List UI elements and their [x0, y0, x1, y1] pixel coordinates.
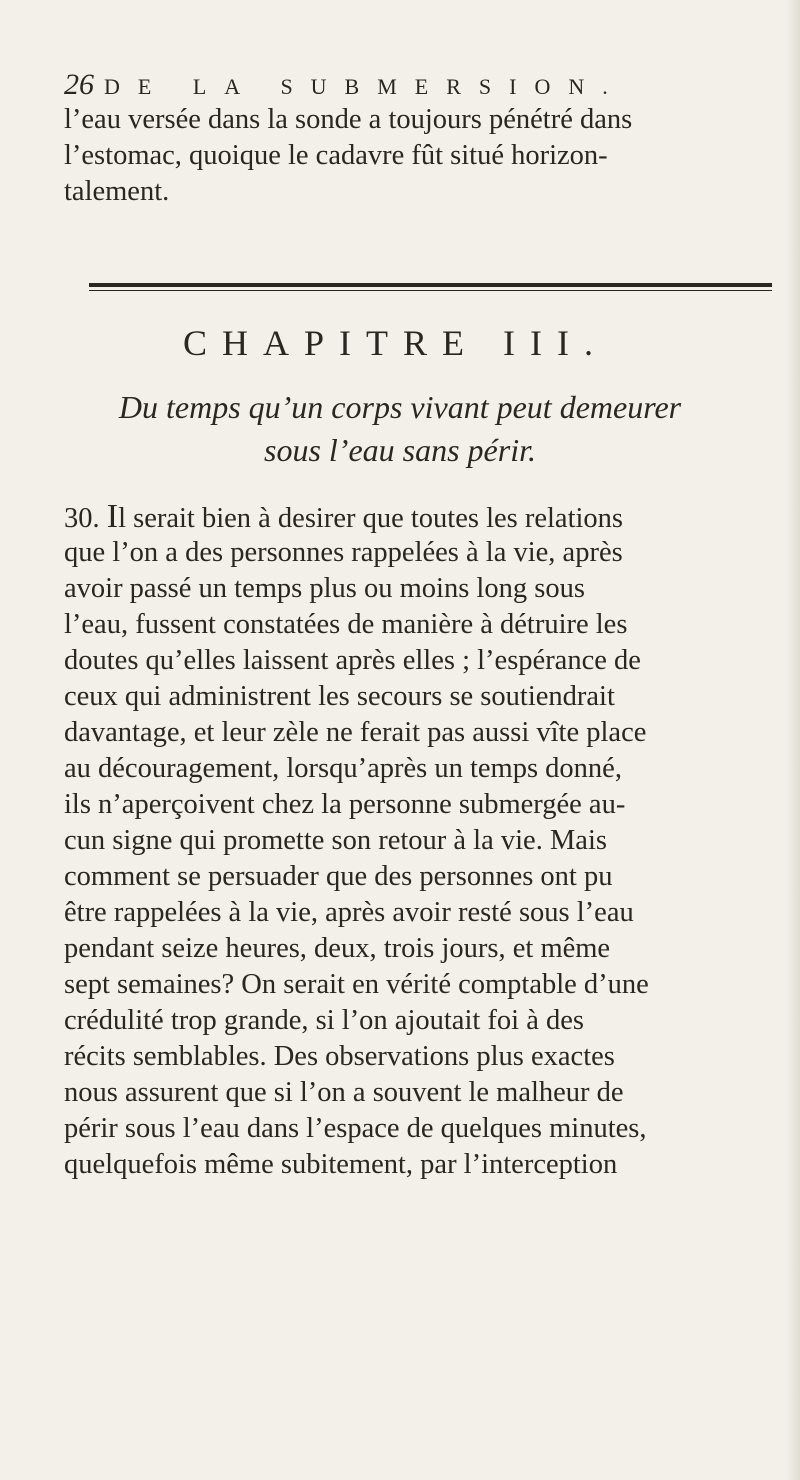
- text-line: davantage, et leur zèle ne ferait pas aussi vîte place: [64, 717, 647, 748]
- paragraph-number: 30.: [64, 503, 100, 534]
- first-line-text: l serait bien à desirer que toutes les relations: [118, 503, 623, 534]
- text-line: comment se persuader que des personnes ont pu: [64, 861, 613, 892]
- text-line: ils n’aperçoivent chez la personne submergée au-: [64, 789, 626, 820]
- text-line: récits semblables. Des observations plus exactes: [64, 1041, 615, 1072]
- running-head-title: DE LA SUBMERSION.: [104, 74, 626, 99]
- chapter-subtitle-line-2: sous l’eau sans périr.: [263, 432, 536, 468]
- text-line: avoir passé un temps plus ou moins long sous: [64, 573, 585, 604]
- text-line: que l’on a des personnes rappelées à la vie, après: [64, 537, 623, 568]
- text-line: crédulité trop grande, si l’on ajoutait foi à des: [64, 1005, 584, 1036]
- text-line: cun signe qui promette son retour à la vie. Mais: [64, 825, 607, 856]
- text-line: l’estomac, quoique le cadavre fût situé horizon-: [64, 140, 608, 171]
- text-line: sept semaines? On serait en vérité comptable d’une: [64, 969, 649, 1000]
- top-paragraph: [64, 102, 784, 210]
- text-line: quelquefois même subitement, par l’interception: [64, 1149, 618, 1180]
- text-line: talement.: [64, 176, 170, 207]
- chapter-divider: [89, 283, 772, 291]
- main-paragraph: [64, 499, 784, 1183]
- page-number: 26: [64, 68, 94, 101]
- chapter-heading: CHAPITRE III.: [183, 323, 608, 363]
- text-line: l’eau, fussent constatées de manière à détruire les: [64, 609, 628, 640]
- divider-thick-rule: [89, 283, 772, 287]
- chapter-subtitle-line-1: Du temps qu’un corps vivant peut demeurer: [118, 389, 682, 425]
- text-line: doutes qu’elles laissent après elles ; l’espérance de: [64, 645, 641, 676]
- text-line: au découragement, lorsqu’après un temps donné,: [64, 753, 622, 784]
- text-line: ceux qui administrent les secours se soutiendrait: [64, 681, 615, 712]
- drop-cap: I: [106, 498, 119, 535]
- page-edge-shadow: [786, 0, 800, 1480]
- first-line: [64, 499, 784, 535]
- text-line: l’eau versée dans la sonde a toujours pénétré dans: [64, 104, 633, 135]
- text-line: périr sous l’eau dans l’espace de quelques minutes,: [64, 1113, 647, 1144]
- divider-thin-rule: [89, 290, 772, 291]
- text-line: pendant seize heures, deux, trois jours, et même: [64, 933, 611, 964]
- text-line: être rappelées à la vie, après avoir resté sous l’eau: [64, 897, 634, 928]
- text-line: nous assurent que si l’on a souvent le malheur de: [64, 1077, 624, 1108]
